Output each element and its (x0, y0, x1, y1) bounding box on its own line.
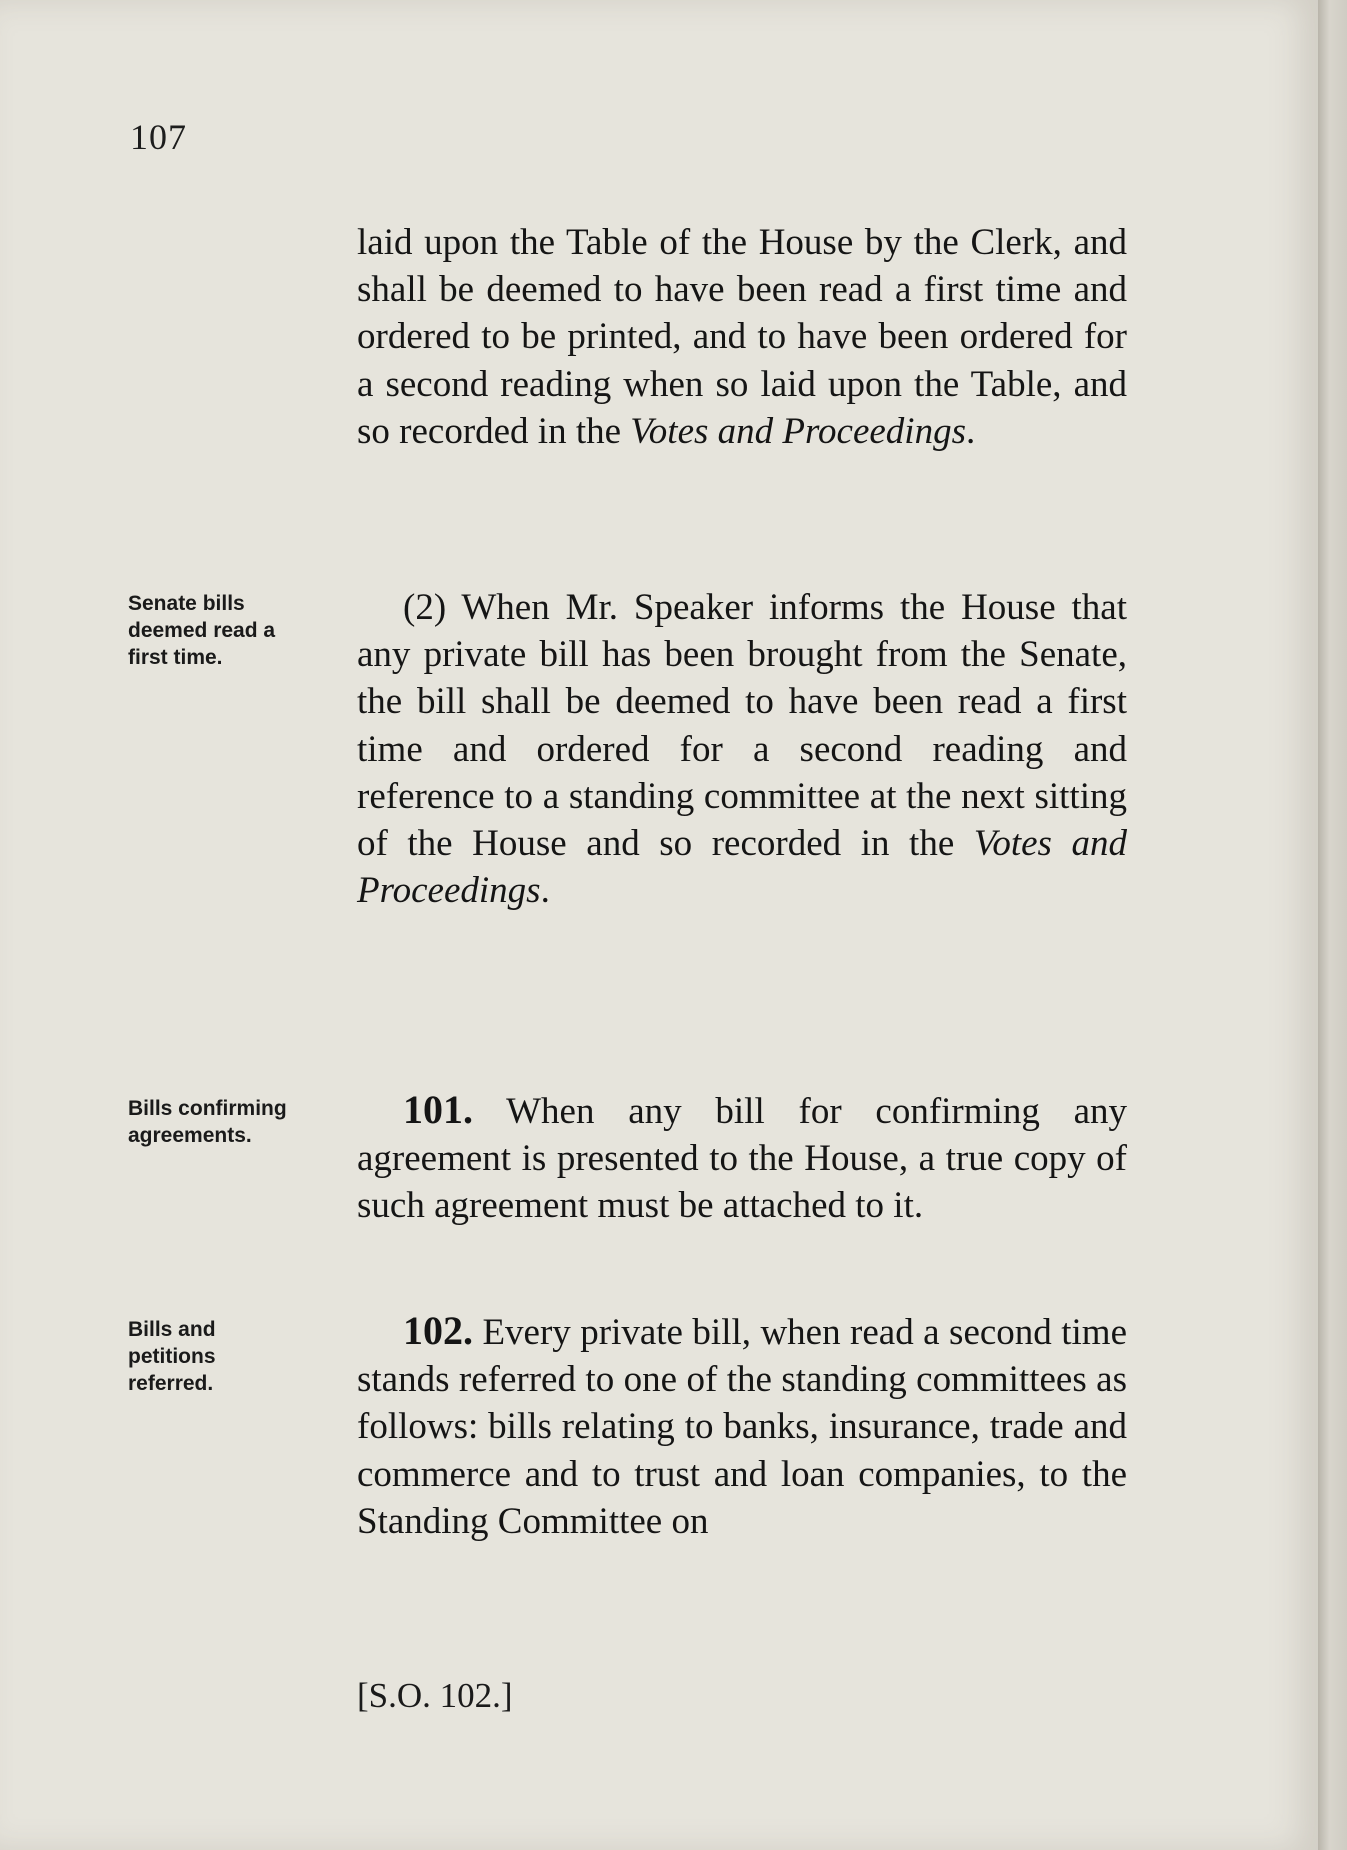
page-edge (1318, 0, 1347, 1850)
section-number: 102. (403, 1308, 473, 1353)
paragraph-text: (2) When Mr. Speaker informs the House that any private bill has been brought from the Senate, the bill shall be deemed to have been read a first time and ordered for a second reading and reference to a standing committee at the next sitting of the House and so recorded in the (357, 587, 1127, 865)
marginal-note-bills-petitions: Bills and petitions referred. (128, 1318, 216, 1395)
paragraph-text-end: . (965, 410, 976, 452)
paragraph-italic: Votes and Proceedings (357, 823, 1127, 912)
section-102 (357, 1307, 1127, 1545)
paragraph-text: laid upon the Table of the House by the Clerk, and shall be deemed to have been read a first time and ordered to be printed, and to have been ordered for a second reading when so laid upon the Table, and so recorded in the (357, 222, 1127, 452)
section-number: 101. (403, 1087, 473, 1132)
section-101 (357, 1086, 1127, 1230)
paragraph-2 (357, 584, 1127, 914)
footer-reference: [S.O. 102.] (357, 1676, 513, 1715)
section-text: Every private bill, when read a second time stands referred to one of the standing committees as follows: bills relating to banks, insurance, trade and commerce and to trust and loan companies, to the Standing Committee on (357, 1312, 1127, 1542)
paragraph-italic: Votes and Proceedings (630, 410, 966, 452)
section-text: When any bill for confirming any agreement is presented to the House, a true copy of such agreement must be attached to it. (357, 1091, 1128, 1227)
marginal-note-bills-confirming: Bills confirming agreements. (128, 1097, 287, 1147)
marginal-note-senate-bills: Senate bills deemed read a first time. (128, 592, 276, 669)
paragraph-text-end: . (540, 870, 550, 912)
page-number: 107 (130, 117, 187, 157)
paragraph-continuation (357, 219, 1127, 455)
